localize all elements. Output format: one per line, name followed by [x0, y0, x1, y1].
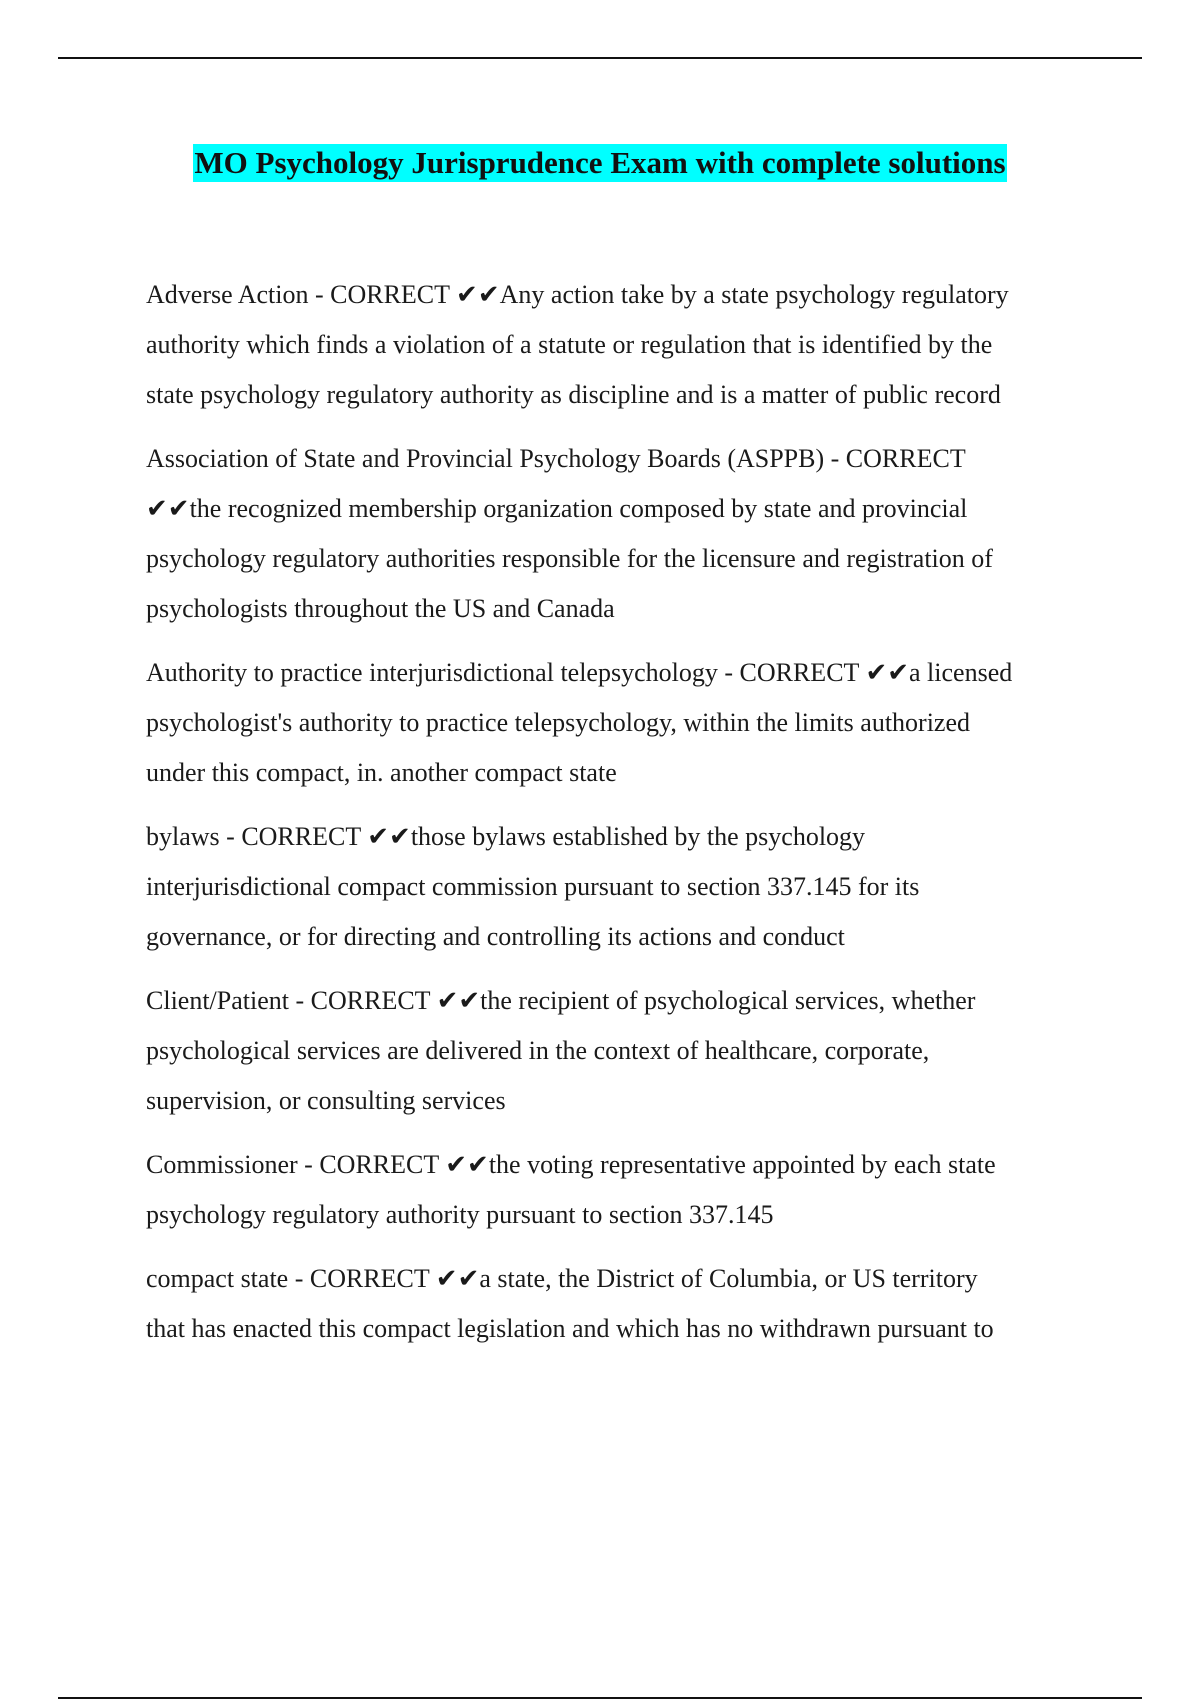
definition-entry-commissioner: Commissioner - CORRECT ✔✔the voting representative appointed by each state psychology regulatory authority pursuant to section 337.145	[146, 1150, 996, 1229]
definition-entry-authority-to-practice: Authority to practice interjurisdictional telepsychology - CORRECT ✔✔a licensed psychologist's authority to practice telepsychology, within the limits authorized under this compact, in. another compact state	[146, 658, 1013, 787]
definition-entry-asppb: Association of State and Provincial Psychology Boards (ASPPB) - CORRECT ✔✔the recognized membership organization composed by state and provincial psychology regulatory authorities responsible for the licensure and registration of psychologists throughout the US and Canada	[146, 444, 993, 623]
footer-rule	[58, 1697, 1142, 1699]
definition-entry-adverse-action: Adverse Action - CORRECT ✔✔Any action take by a state psychology regulatory authority which finds a violation of a statute or regulation that is identified by the state psychology regulatory authority as discipline and is a matter of public record	[146, 280, 1009, 409]
definition-entry-bylaws: bylaws - CORRECT ✔✔those bylaws established by the psychology interjurisdictional compact commission pursuant to section 337.145 for its governance, or for directing and controlling its actions and conduct	[146, 822, 920, 951]
title-container	[0, 144, 1200, 182]
document-body	[146, 270, 1096, 1368]
header-rule	[58, 57, 1142, 59]
definition-entry-compact-state: compact state - CORRECT ✔✔a state, the District of Columbia, or US territory that has enacted this compact legislation and which has no withdrawn pursuant to	[146, 1264, 994, 1343]
definition-entry-client-patient: Client/Patient - CORRECT ✔✔the recipient of psychological services, whether psychological services are delivered in the context of healthcare, corporate, supervision, or consulting services	[146, 986, 976, 1115]
document-title: MO Psychology Jurisprudence Exam with complete solutions	[194, 145, 1006, 180]
